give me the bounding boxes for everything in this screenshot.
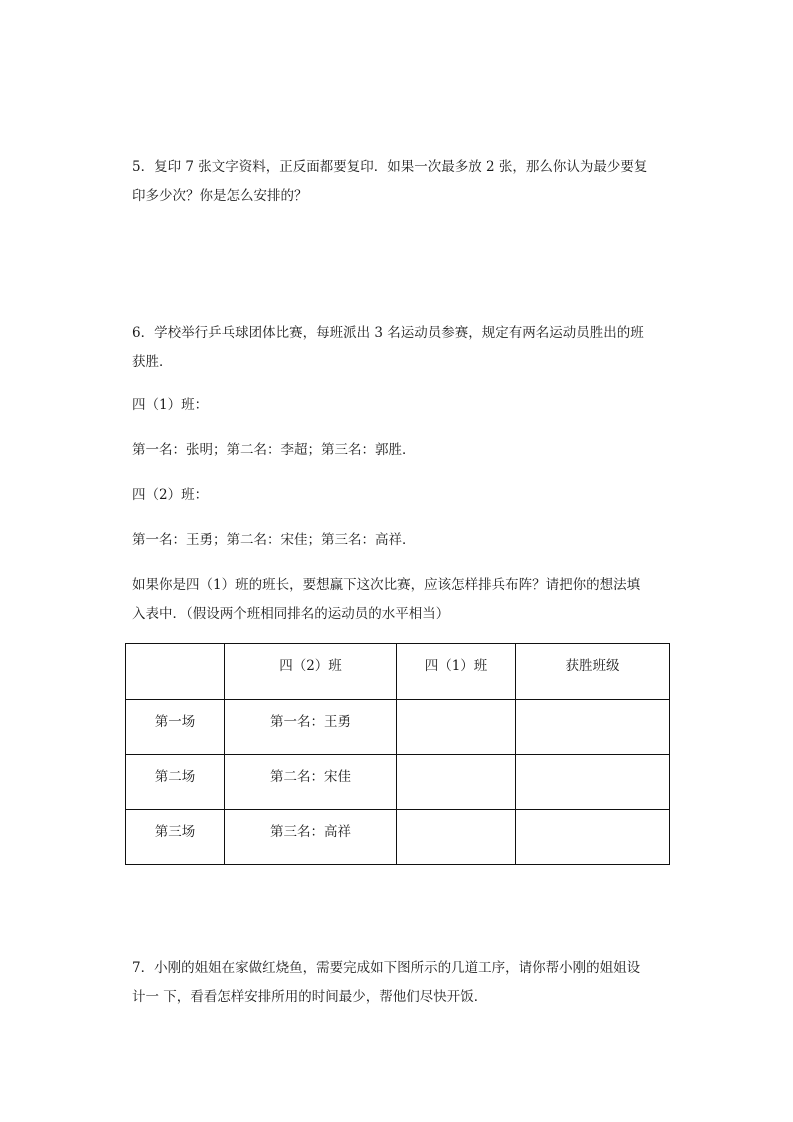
class2-label: 四（2）班： <box>132 487 209 503</box>
lineup-table <box>125 643 670 865</box>
table-row <box>126 700 670 755</box>
table-header-row <box>126 644 670 700</box>
class1-label: 四（1）班： <box>132 397 209 413</box>
match-label: 第三场 <box>126 810 225 865</box>
table-row <box>126 755 670 810</box>
header-cell-winner: 获胜班级 <box>516 644 670 700</box>
q6-prompt-line-1: 如果你是四（1）班的班长，要想赢下这次比赛，应该怎样排兵布阵？请把你的想法填 <box>132 577 641 593</box>
match-label: 第一场 <box>126 700 225 755</box>
class1-player-blank[interactable] <box>397 810 516 865</box>
class1-player-blank[interactable] <box>397 755 516 810</box>
q6-text-line-1: 6．学校举行乒乓球团体比赛，每班派出 3 名运动员参赛，规定有两名运动员胜出的班 <box>132 325 644 341</box>
q7-text-line-2: 计一 下，看看怎样安排所用的时间最少，帮他们尽快开饭． <box>132 989 488 1005</box>
q5-text-line-1: 5．复印 7 张文字资料，正反面都要复印．如果一次最多放 2 张，那么你认为最少要复 <box>132 159 648 175</box>
q6-prompt-line-2: 入表中．（假设两个班相同排名的运动员的水平相当） <box>132 606 450 622</box>
class1-players: 第一名：张明；第二名：李超；第三名：郭胜． <box>132 442 416 458</box>
class1-player-blank[interactable] <box>397 700 516 755</box>
class2-player: 第二名：宋佳 <box>225 755 397 810</box>
header-cell-class2: 四（2）班 <box>225 644 397 700</box>
winner-blank[interactable] <box>516 810 670 865</box>
q5-text-line-2: 印多少次？你是怎么安排的？ <box>132 188 308 204</box>
class2-player: 第三名：高祥 <box>225 810 397 865</box>
winner-blank[interactable] <box>516 700 670 755</box>
table-row <box>126 810 670 865</box>
q6-text-line-2: 获胜． <box>132 354 173 370</box>
match-label: 第二场 <box>126 755 225 810</box>
header-cell-class1: 四（1）班 <box>397 644 516 700</box>
class2-player: 第一名：王勇 <box>225 700 397 755</box>
q7-text-line-1: 7．小刚的姐姐在家做红烧鱼，需要完成如下图所示的几道工序，请你帮小刚的姐姐设 <box>132 960 641 976</box>
header-cell-empty <box>126 644 225 700</box>
winner-blank[interactable] <box>516 755 670 810</box>
class2-players: 第一名：王勇；第二名：宋佳；第三名：高祥． <box>132 532 416 548</box>
